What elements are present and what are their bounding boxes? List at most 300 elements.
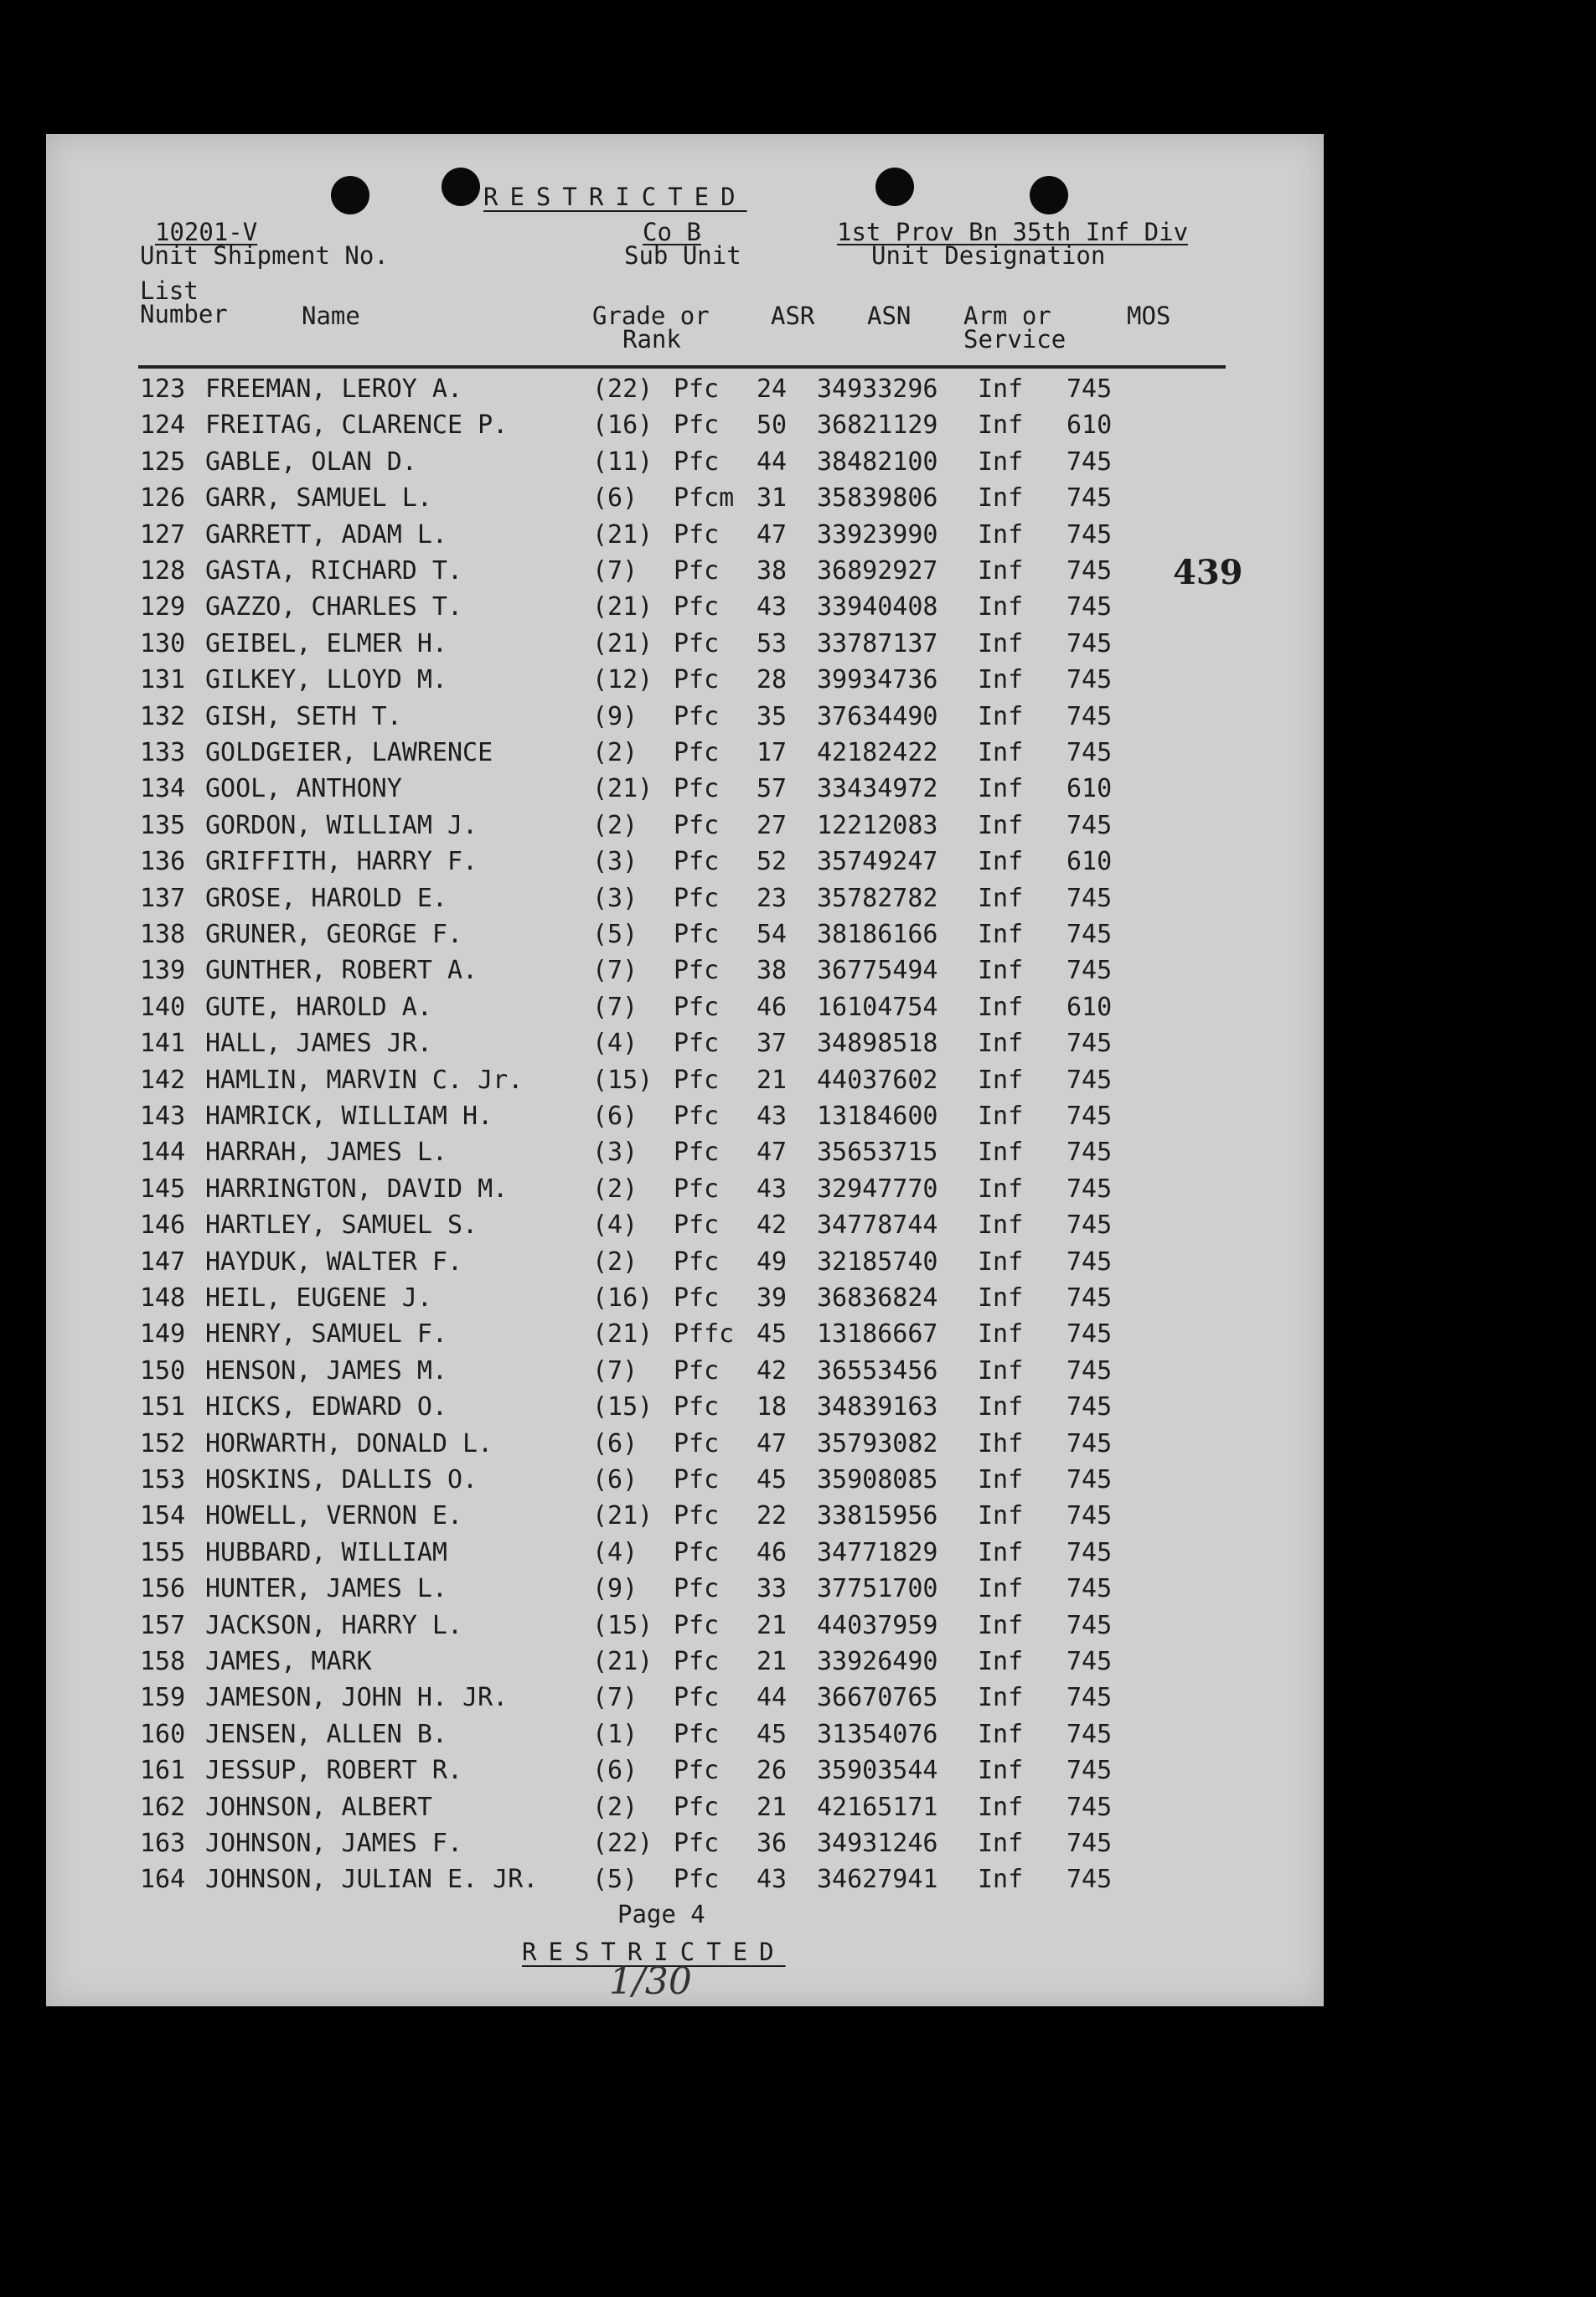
cell-list-number: 125 [140, 446, 186, 477]
table-row [46, 1571, 1324, 1607]
cell-asr: 49 [757, 1247, 788, 1277]
cell-grade: (2) [592, 1247, 638, 1277]
cell-rank: Pfc [674, 556, 720, 586]
cell-mos: 745 [1067, 1102, 1113, 1131]
cell-mos: 745 [1067, 628, 1113, 658]
cell-rank: Pfc [674, 592, 720, 622]
cell-list-number: 156 [140, 1574, 186, 1604]
cell-mos: 745 [1067, 1138, 1113, 1168]
cell-grade: (21) [592, 519, 653, 550]
cell-asr: 28 [757, 665, 788, 695]
cell-rank: Pfcm [674, 483, 735, 514]
cell-name: GARRETT, ADAM L. [205, 519, 447, 550]
cell-asr: 44 [757, 1683, 788, 1713]
cell-arm-service: Inf [978, 774, 1024, 804]
cell-list-number: 133 [140, 738, 186, 767]
cell-asr: 57 [757, 774, 788, 804]
cell-mos: 745 [1067, 738, 1113, 767]
cell-asr: 21 [757, 1610, 788, 1640]
cell-rank: Pfc [674, 1428, 720, 1458]
cell-list-number: 160 [140, 1719, 186, 1749]
cell-grade: (6) [592, 483, 638, 514]
cell-arm-service: Inf [978, 738, 1024, 767]
cell-asn: 35782782 [817, 883, 938, 913]
cell-mos: 745 [1067, 446, 1113, 477]
cell-asr: 43 [757, 1174, 788, 1204]
cell-list-number: 154 [140, 1501, 186, 1531]
cell-rank: Pfc [674, 1537, 720, 1567]
cell-mos: 745 [1067, 701, 1113, 731]
cell-arm-service: Inf [978, 1719, 1024, 1749]
cell-list-number: 142 [140, 1065, 186, 1095]
cell-arm-service: Inf [978, 810, 1024, 840]
table-row [46, 1316, 1324, 1352]
cell-name: JAMES, MARK [205, 1647, 372, 1676]
cell-arm-service: Inf [978, 446, 1024, 477]
cell-mos: 745 [1067, 1610, 1113, 1640]
cell-grade: (6) [592, 1756, 638, 1786]
cell-grade: (15) [592, 1610, 653, 1640]
cell-mos: 745 [1067, 665, 1113, 695]
cell-arm-service: Inf [978, 1174, 1024, 1204]
cell-asr: 38 [757, 556, 788, 586]
cell-grade: (5) [592, 920, 638, 949]
cell-grade: (3) [592, 883, 638, 913]
cell-asn: 34778744 [817, 1210, 938, 1241]
table-row [46, 1644, 1324, 1680]
cell-name: GOOL, ANTHONY [205, 774, 402, 804]
cell-rank: Pfc [674, 1792, 720, 1822]
cell-asr: 54 [757, 920, 788, 949]
table-row [46, 1207, 1324, 1243]
cell-rank: Pfc [674, 1210, 720, 1241]
cell-arm-service: Inf [978, 1065, 1024, 1095]
cell-list-number: 157 [140, 1610, 186, 1640]
cell-asn: 34771829 [817, 1537, 938, 1567]
cell-arm-service: Inf [978, 665, 1024, 695]
table-row [46, 1716, 1324, 1752]
col-arm-2: Service [963, 325, 1067, 354]
cell-arm-service: Inf [978, 1392, 1024, 1422]
cell-arm-service: Inf [978, 1537, 1024, 1567]
cell-mos: 745 [1067, 374, 1113, 404]
cell-asr: 45 [757, 1465, 788, 1494]
cell-rank: Pfc [674, 519, 720, 550]
cell-asn: 36821129 [817, 410, 938, 441]
cell-grade: (16) [592, 410, 653, 441]
cell-name: HARRAH, JAMES L. [205, 1138, 447, 1168]
cell-mos: 745 [1067, 556, 1113, 586]
cell-grade: (21) [592, 628, 653, 658]
cell-asr: 17 [757, 738, 788, 767]
cell-asr: 26 [757, 1756, 788, 1786]
table-row [46, 844, 1324, 880]
cell-asr: 52 [757, 847, 788, 877]
cell-asr: 39 [757, 1283, 788, 1313]
table-row [46, 1062, 1324, 1098]
cell-grade: (22) [592, 374, 653, 404]
cell-name: HUBBARD, WILLIAM [205, 1537, 447, 1567]
margin-number: 439 [1173, 553, 1243, 592]
cell-list-number: 141 [140, 1029, 186, 1059]
cell-list-number: 163 [140, 1829, 186, 1858]
cell-rank: Pfc [674, 446, 720, 477]
table-row [46, 1025, 1324, 1061]
cell-mos: 745 [1067, 1029, 1113, 1059]
cell-arm-service: Inf [978, 1574, 1024, 1604]
cell-rank: Pfc [674, 1283, 720, 1313]
cell-asn: 33787137 [817, 628, 938, 658]
cell-asr: 44 [757, 446, 788, 477]
cell-arm-service: Inf [978, 592, 1024, 622]
cell-rank: Pfc [674, 956, 720, 986]
cell-rank: Pfc [674, 665, 720, 695]
cell-name: JACKSON, HARRY L. [205, 1610, 463, 1640]
cell-mos: 745 [1067, 1719, 1113, 1749]
cell-list-number: 130 [140, 628, 186, 658]
cell-grade: (21) [592, 592, 653, 622]
table-row [46, 880, 1324, 916]
cell-asn: 35749247 [817, 847, 938, 877]
cell-asr: 21 [757, 1647, 788, 1676]
table-row [46, 589, 1324, 625]
cell-rank: Pfc [674, 1465, 720, 1494]
cell-rank: Pfc [674, 1756, 720, 1786]
cell-list-number: 152 [140, 1428, 186, 1458]
cell-asr: 38 [757, 956, 788, 986]
cell-mos: 745 [1067, 519, 1113, 550]
cell-name: JAMESON, JOHN H. JR. [205, 1683, 509, 1713]
cell-grade: (7) [592, 1355, 638, 1386]
cell-asn: 13186667 [817, 1319, 938, 1350]
handwritten-note: 1/30 [609, 1960, 692, 2003]
cell-arm-service: Inf [978, 1792, 1024, 1822]
cell-list-number: 136 [140, 847, 186, 877]
cell-arm-service: Inf [978, 883, 1024, 913]
cell-asn: 32947770 [817, 1174, 938, 1204]
cell-name: GRIFFITH, HARRY F. [205, 847, 478, 877]
cell-list-number: 158 [140, 1647, 186, 1676]
cell-name: HARTLEY, SAMUEL S. [205, 1210, 478, 1241]
cell-asn: 31354076 [817, 1719, 938, 1749]
cell-arm-service: Inf [978, 1138, 1024, 1168]
cell-asn: 33434972 [817, 774, 938, 804]
cell-name: JESSUP, ROBERT R. [205, 1756, 463, 1786]
col-list-number-2: Number [140, 300, 228, 328]
cell-asn: 36836824 [817, 1283, 938, 1313]
cell-arm-service: Inf [978, 1102, 1024, 1131]
cell-mos: 745 [1067, 1465, 1113, 1494]
col-list-number: List [140, 276, 199, 305]
cell-mos: 745 [1067, 920, 1113, 949]
cell-list-number: 140 [140, 992, 186, 1022]
cell-asn: 33926490 [817, 1647, 938, 1676]
cell-rank: Pfc [674, 810, 720, 840]
cell-asr: 21 [757, 1065, 788, 1095]
cell-list-number: 143 [140, 1102, 186, 1131]
cell-name: HARRINGTON, DAVID M. [205, 1174, 509, 1204]
cell-list-number: 145 [140, 1174, 186, 1204]
cell-rank: Pfc [674, 992, 720, 1022]
table-row [46, 1171, 1324, 1207]
cell-arm-service: Inf [978, 1319, 1024, 1350]
cell-asn: 33815956 [817, 1501, 938, 1531]
cell-asn: 35903544 [817, 1756, 938, 1786]
cell-grade: (6) [592, 1428, 638, 1458]
cell-list-number: 132 [140, 701, 186, 731]
cell-arm-service: Inf [978, 519, 1024, 550]
cell-arm-service: Inf [978, 847, 1024, 877]
cell-asn: 42165171 [817, 1792, 938, 1822]
cell-rank: Pfc [674, 1392, 720, 1422]
cell-name: GARR, SAMUEL L. [205, 483, 432, 514]
cell-asn: 34898518 [817, 1029, 938, 1059]
cell-grade: (9) [592, 701, 638, 731]
table-row [46, 1680, 1324, 1716]
cell-mos: 610 [1067, 847, 1113, 877]
table-row [46, 699, 1324, 735]
cell-grade: (21) [592, 1501, 653, 1531]
cell-asn: 34933296 [817, 374, 938, 404]
cell-list-number: 139 [140, 956, 186, 986]
cell-name: GUTE, HAROLD A. [205, 992, 432, 1022]
table-row [46, 1608, 1324, 1644]
cell-asn: 12212083 [817, 810, 938, 840]
cell-rank: Pfc [674, 1138, 720, 1168]
cell-asr: 37 [757, 1029, 788, 1059]
cell-asr: 53 [757, 628, 788, 658]
cell-mos: 745 [1067, 1865, 1113, 1895]
cell-name: HOSKINS, DALLIS O. [205, 1465, 478, 1494]
cell-mos: 745 [1067, 592, 1113, 622]
cell-grade: (2) [592, 738, 638, 767]
cell-asr: 45 [757, 1319, 788, 1350]
col-name: Name [302, 302, 360, 330]
cell-asn: 37634490 [817, 701, 938, 731]
cell-grade: (21) [592, 1319, 653, 1350]
punch-hole [331, 176, 369, 214]
cell-grade: (12) [592, 665, 653, 695]
cell-grade: (15) [592, 1065, 653, 1095]
cell-asn: 36892927 [817, 556, 938, 586]
cell-mos: 745 [1067, 1319, 1113, 1350]
cell-rank: Pfc [674, 1247, 720, 1277]
cell-asr: 33 [757, 1574, 788, 1604]
cell-arm-service: Ihf [978, 1428, 1024, 1458]
cell-asn: 36775494 [817, 956, 938, 986]
cell-rank: Pfc [674, 1610, 720, 1640]
table-row [46, 1134, 1324, 1170]
cell-grade: (2) [592, 810, 638, 840]
col-asn: ASN [867, 302, 912, 330]
cell-rank: Pfc [674, 410, 720, 441]
shipment-label: Unit Shipment No. [140, 241, 389, 270]
cell-arm-service: Inf [978, 920, 1024, 949]
table-row [46, 1426, 1324, 1462]
punch-hole [442, 168, 480, 206]
cell-list-number: 134 [140, 774, 186, 804]
cell-name: HAMRICK, WILLIAM H. [205, 1102, 493, 1131]
cell-grade: (4) [592, 1029, 638, 1059]
cell-list-number: 123 [140, 374, 186, 404]
cell-list-number: 149 [140, 1319, 186, 1350]
cell-arm-service: Inf [978, 1829, 1024, 1858]
table-row [46, 735, 1324, 771]
cell-list-number: 138 [140, 920, 186, 949]
cell-rank: Pfc [674, 847, 720, 877]
cell-grade: (21) [592, 1647, 653, 1676]
cell-mos: 745 [1067, 1428, 1113, 1458]
table-row [46, 517, 1324, 553]
cell-grade: (2) [592, 1792, 638, 1822]
cell-arm-service: Inf [978, 374, 1024, 404]
cell-name: HUNTER, JAMES L. [205, 1574, 447, 1604]
restricted-header: RESTRICTED [483, 183, 747, 211]
cell-asn: 34839163 [817, 1392, 938, 1422]
cell-grade: (6) [592, 1102, 638, 1131]
cell-asn: 36553456 [817, 1355, 938, 1386]
cell-asn: 38186166 [817, 920, 938, 949]
cell-rank: Pfc [674, 701, 720, 731]
table-row [46, 1280, 1324, 1316]
cell-name: GEIBEL, ELMER H. [205, 628, 447, 658]
cell-rank: Pfc [674, 738, 720, 767]
cell-arm-service: Inf [978, 628, 1024, 658]
table-row [46, 1098, 1324, 1134]
table-row [46, 444, 1324, 480]
cell-name: HOWELL, VERNON E. [205, 1501, 463, 1531]
cell-name: GUNTHER, ROBERT A. [205, 956, 478, 986]
cell-name: GORDON, WILLIAM J. [205, 810, 478, 840]
cell-name: FREITAG, CLARENCE P. [205, 410, 509, 441]
table-row [46, 989, 1324, 1025]
sub-unit: Co B [643, 218, 701, 246]
cell-rank: Pfc [674, 1829, 720, 1858]
cell-asr: 45 [757, 1719, 788, 1749]
cell-grade: (7) [592, 1683, 638, 1713]
unit-designation-label: Unit Designation [871, 241, 1106, 270]
cell-list-number: 150 [140, 1355, 186, 1386]
table-row [46, 808, 1324, 844]
col-mos: MOS [1127, 302, 1171, 330]
cell-mos: 745 [1067, 1683, 1113, 1713]
document-page [46, 134, 1324, 2006]
cell-mos: 745 [1067, 1501, 1113, 1531]
shipment-number: 10201-V [155, 218, 258, 246]
cell-rank: Pfc [674, 1719, 720, 1749]
cell-arm-service: Inf [978, 1647, 1024, 1676]
cell-name: GILKEY, LLOYD M. [205, 665, 447, 695]
cell-asr: 23 [757, 883, 788, 913]
table-row [46, 407, 1324, 443]
cell-rank: Pfc [674, 883, 720, 913]
cell-name: FREEMAN, LEROY A. [205, 374, 463, 404]
cell-mos: 745 [1067, 1537, 1113, 1567]
cell-grade: (21) [592, 774, 653, 804]
cell-grade: (6) [592, 1465, 638, 1494]
cell-list-number: 161 [140, 1756, 186, 1786]
cell-mos: 610 [1067, 774, 1113, 804]
cell-grade: (7) [592, 992, 638, 1022]
cell-arm-service: Inf [978, 483, 1024, 514]
cell-grade: (5) [592, 1865, 638, 1895]
cell-list-number: 135 [140, 810, 186, 840]
cell-mos: 745 [1067, 483, 1113, 514]
cell-rank: Pffc [674, 1319, 735, 1350]
cell-list-number: 124 [140, 410, 186, 441]
cell-list-number: 148 [140, 1283, 186, 1313]
cell-grade: (15) [592, 1392, 653, 1422]
cell-asr: 22 [757, 1501, 788, 1531]
cell-arm-service: Inf [978, 1355, 1024, 1386]
cell-asn: 32185740 [817, 1247, 938, 1277]
cell-asr: 47 [757, 519, 788, 550]
table-row [46, 1825, 1324, 1861]
cell-asn: 16104754 [817, 992, 938, 1022]
punch-hole [875, 168, 914, 206]
page-number: Page 4 [617, 1900, 705, 1928]
cell-list-number: 144 [140, 1138, 186, 1168]
cell-name: HAMLIN, MARVIN C. Jr. [205, 1065, 524, 1095]
cell-arm-service: Inf [978, 410, 1024, 441]
cell-rank: Pfc [674, 1102, 720, 1131]
cell-mos: 745 [1067, 1174, 1113, 1204]
cell-arm-service: Inf [978, 1210, 1024, 1241]
table-row [46, 1389, 1324, 1425]
cell-asn: 34627941 [817, 1865, 938, 1895]
cell-grade: (11) [592, 446, 653, 477]
cell-list-number: 137 [140, 883, 186, 913]
cell-arm-service: Inf [978, 1683, 1024, 1713]
cell-list-number: 153 [140, 1465, 186, 1494]
col-arm: Arm or [963, 302, 1051, 330]
cell-arm-service: Inf [978, 992, 1024, 1022]
cell-asr: 24 [757, 374, 788, 404]
cell-grade: (1) [592, 1719, 638, 1749]
table-row [46, 480, 1324, 516]
cell-name: HENRY, SAMUEL F. [205, 1319, 447, 1350]
cell-asr: 27 [757, 810, 788, 840]
cell-rank: Pfc [674, 1865, 720, 1895]
cell-rank: Pfc [674, 1683, 720, 1713]
cell-name: HEIL, EUGENE J. [205, 1283, 432, 1313]
cell-name: HENSON, JAMES M. [205, 1355, 447, 1386]
table-row [46, 771, 1324, 807]
cell-rank: Pfc [674, 920, 720, 949]
cell-arm-service: Inf [978, 1029, 1024, 1059]
col-grade-2: Rank [622, 325, 681, 354]
cell-name: HICKS, EDWARD O. [205, 1392, 447, 1422]
cell-list-number: 164 [140, 1865, 186, 1895]
sub-unit-label: Sub Unit [624, 241, 741, 270]
cell-name: GROSE, HAROLD E. [205, 883, 447, 913]
cell-mos: 745 [1067, 1283, 1113, 1313]
cell-asn: 33940408 [817, 592, 938, 622]
cell-name: GOLDGEIER, LAWRENCE [205, 738, 493, 767]
cell-asn: 33923990 [817, 519, 938, 550]
cell-arm-service: Inf [978, 1865, 1024, 1895]
cell-asn: 35653715 [817, 1138, 938, 1168]
cell-arm-service: Inf [978, 956, 1024, 986]
cell-grade: (7) [592, 556, 638, 586]
cell-mos: 610 [1067, 410, 1113, 441]
cell-name: GAZZO, CHARLES T. [205, 592, 463, 622]
col-grade: Grade or [592, 302, 710, 330]
cell-asr: 47 [757, 1138, 788, 1168]
cell-arm-service: Inf [978, 1756, 1024, 1786]
cell-asr: 43 [757, 1102, 788, 1131]
cell-list-number: 126 [140, 483, 186, 514]
